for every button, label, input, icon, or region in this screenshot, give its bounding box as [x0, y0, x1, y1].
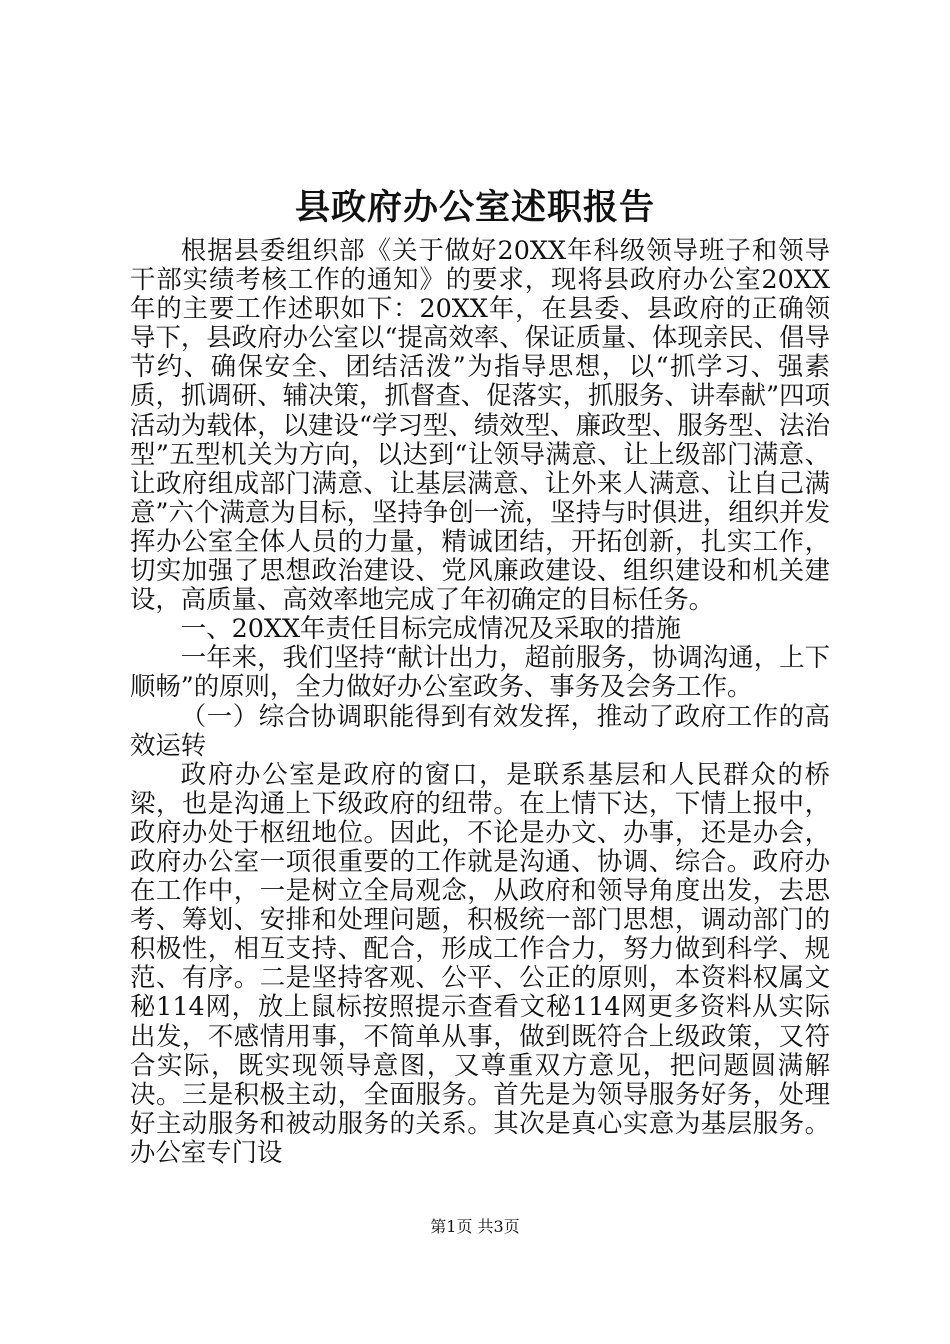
paragraph-coordination: 政府办公室是政府的窗口，是联系基层和人民群众的桥梁，也是沟通上下级政府的纽带。在上情下达，下情上报中，政府办处于枢纽地位。因此，不论是办文、办事，还是办会，政府办公室一项很重要的工作就是沟通、协调、综合。政府办在工作中，一是树立全局观念，从政府和领导角度出发，去思考、筹划、安排和处理问题，积极统一部门思想，调动部门的积极性，相互支持、配合，形成工作合力，努力做到科学、规范、有序。二是坚持客观、公平、公正的原则，本资料权属文秘114网，放上鼠标按照提示查看文秘114网更多资料从实际出发，不感情用事，不简单从事，做到既符合上级政策，又符合实际，既实现领导意图，又尊重双方意见，把问题圆满解决。三是积极主动，全面服务。首先是为领导服务好务，处理好主动服务和被动服务的关系。其次是真心实意为基层服务。办公室专门设: [130, 758, 830, 1167]
document-title: 县政府办公室述职报告: [294, 187, 655, 228]
page-footer: 第1页 共3页: [430, 1217, 520, 1236]
paragraph-principles: 一年来，我们坚持“献计出力，超前服务，协调沟通，上下顺畅”的原则，全力做好办公室政务、事务及会务工作。: [130, 642, 830, 702]
paragraph-intro: 根据县委组织部《关于做好20XX年科级领导班子和领导干部实绩考核工作的通知》的要求，现将县政府办公室20XX年的主要工作述职如下：20XX年，在县委、县政府的正确领导下，县政府办公室以“提高效率、保证质量、体现亲民、倡导节约、确保安全、团结活泼”为指导思想，以“抓学习、强素质，抓调研、辅决策，抓督查、促落实，抓服务、讲奉献”四项活动为载体，以建设“学习型、绩效型、廉政型、服务型、法治型”五型机关为方向，以达到“让领导满意、让上级部门满意、让政府组成部门满意、让基层满意、让外来人满意、让自己满意”六个满意为目标，坚持争创一流，坚持与时俱进，组织并发挥办公室全体人员的力量，精诚团结，开拓创新，扎实工作，切实加强了思想政治建设、党风廉政建设、组织建设和机关建设，高质量、高效率地完成了年初确定的目标任务。: [130, 235, 830, 615]
section-heading-1: 一、20XX年责任目标完成情况及采取的措施: [180, 613, 681, 644]
document-body: [130, 236, 830, 1167]
subsection-heading-1: （一）综合协调职能得到有效发挥，推动了政府工作的高效运转: [130, 700, 830, 760]
